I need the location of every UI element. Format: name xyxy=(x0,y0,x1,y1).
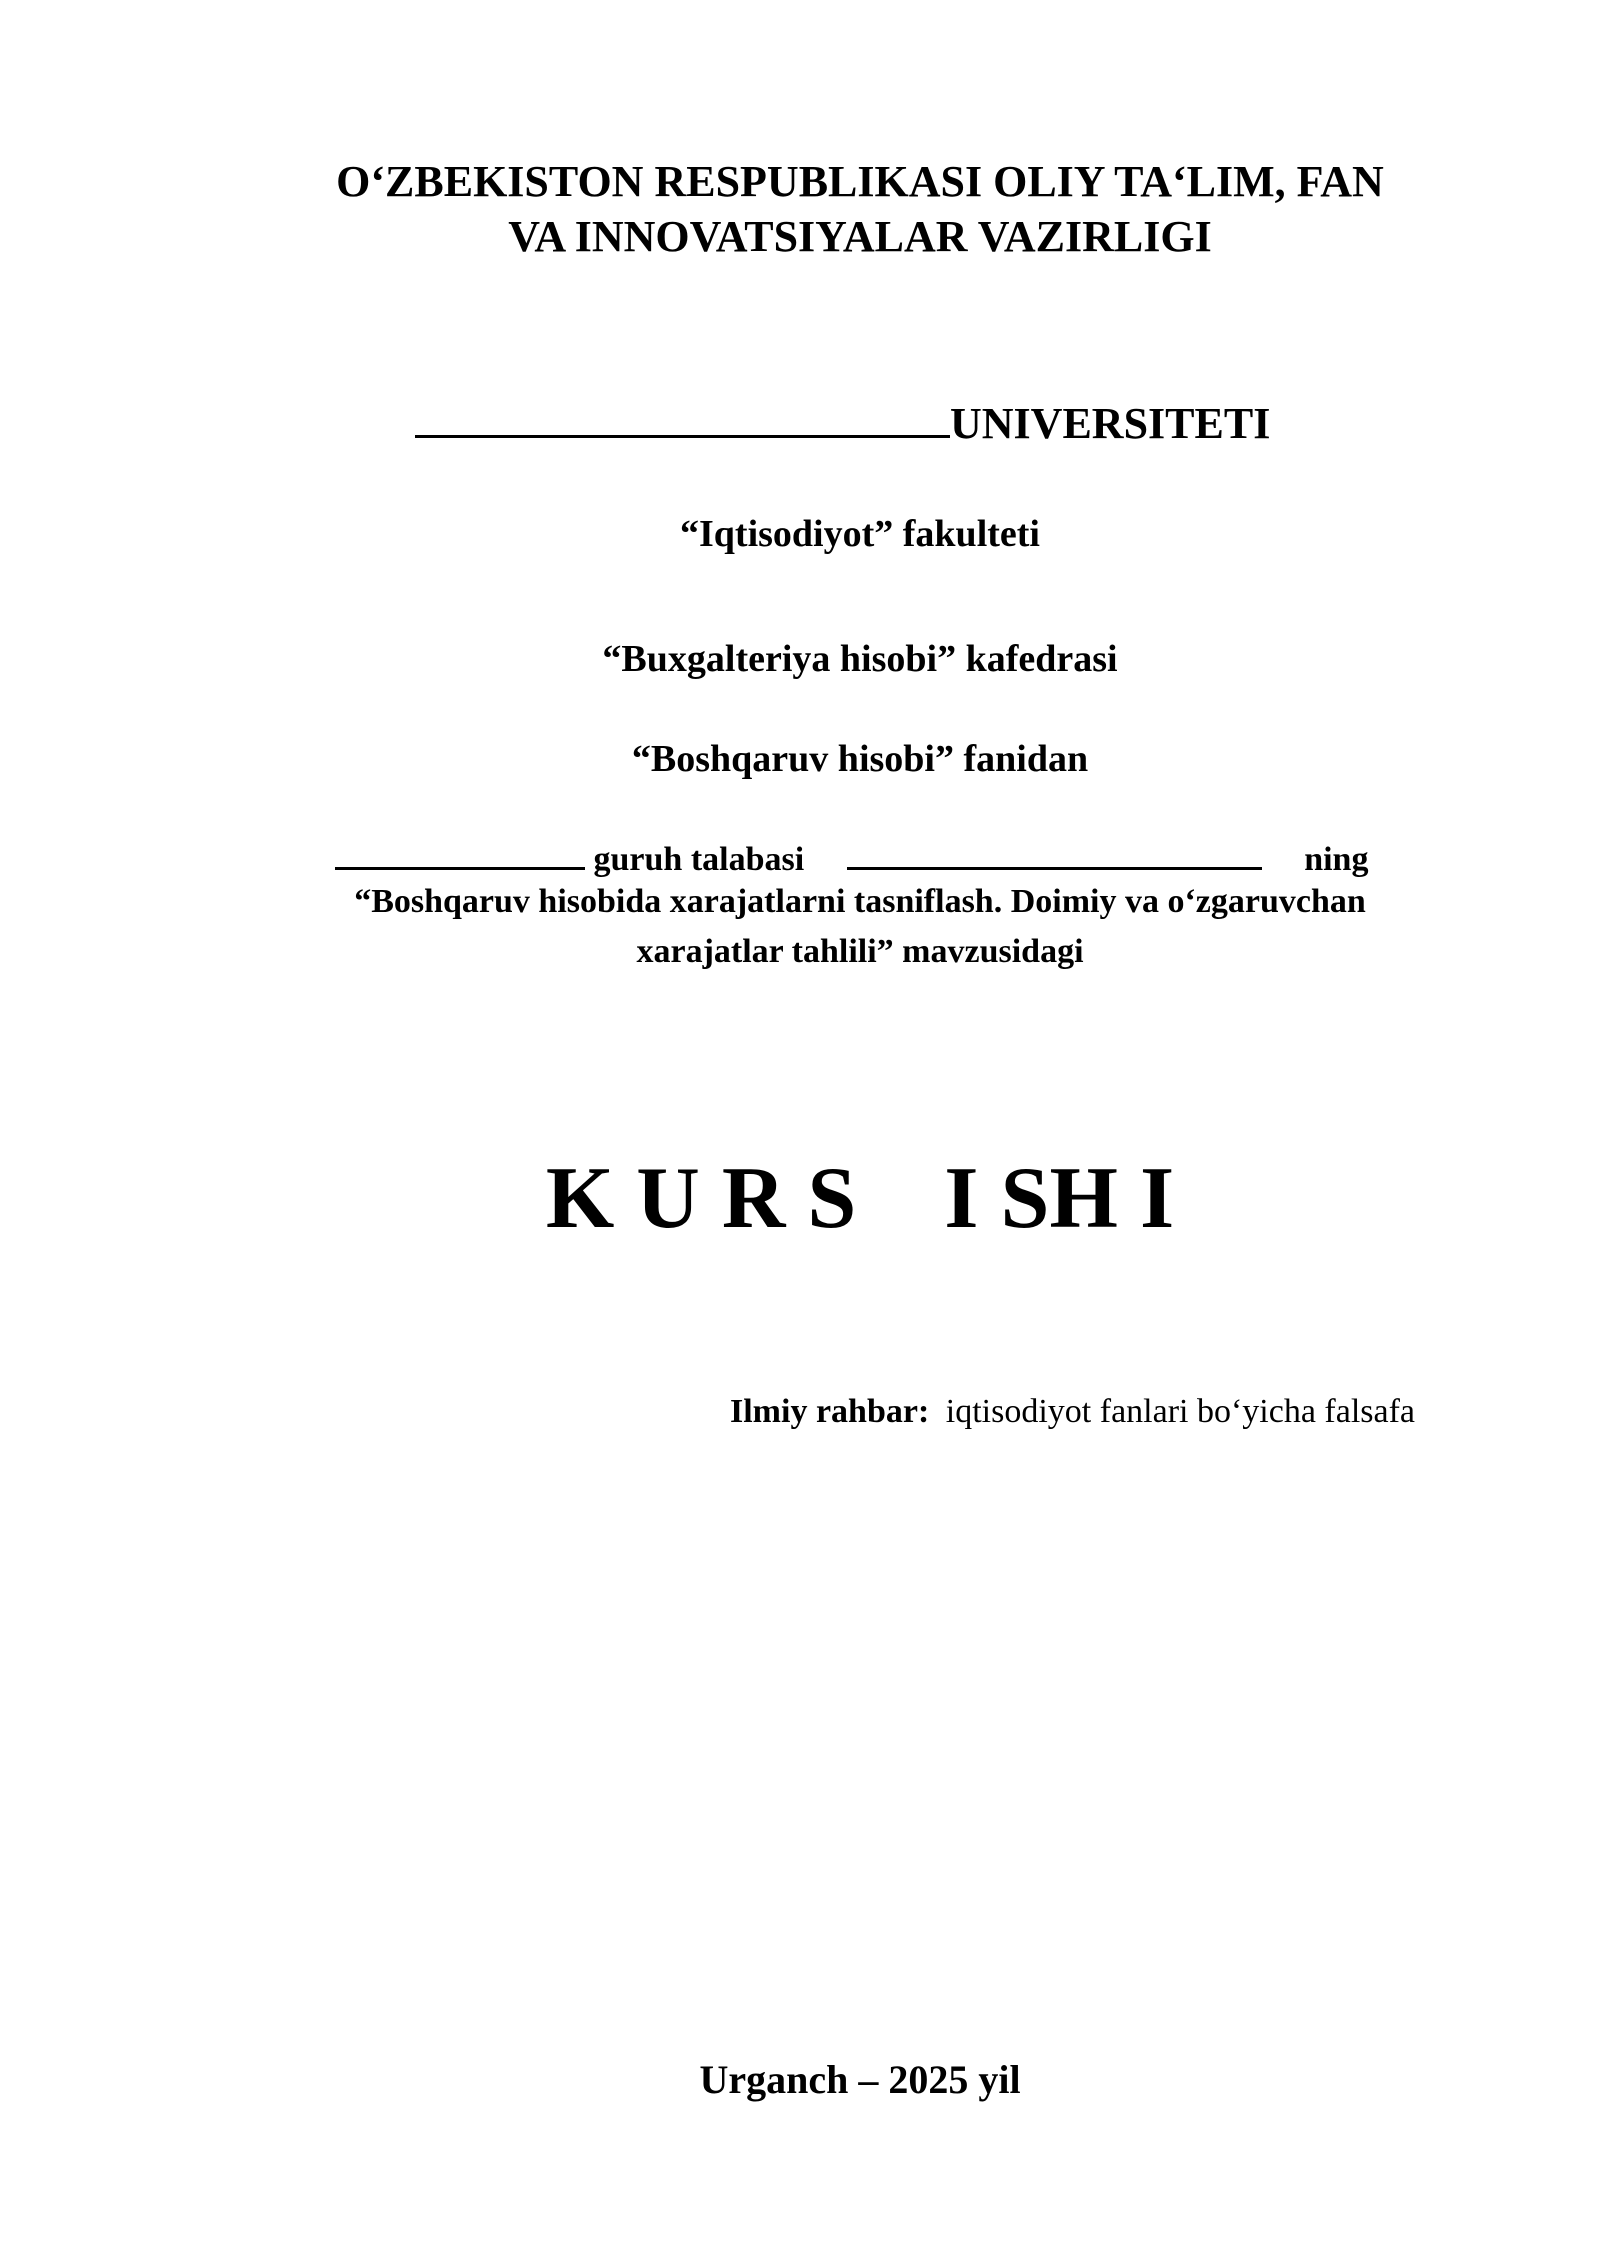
student-line xyxy=(335,835,1368,877)
topic-line2: xarajatlar tahlili” mavzusidagi xyxy=(636,933,1084,970)
group-blank xyxy=(335,835,585,870)
supervisor-line xyxy=(730,1395,1415,1429)
student-name-blank xyxy=(847,835,1262,870)
university-name-blank xyxy=(415,395,950,438)
subject-name: “Boshqaruv hisobi” fanidan xyxy=(631,738,1089,780)
department-name: “Buxgalteriya hisobi” kafedrasi xyxy=(602,638,1118,680)
ministry-title-line2: VA INNOVATSIYALAR VAZIRLIGI xyxy=(508,212,1212,261)
group-label: guruh talabasi xyxy=(593,841,805,878)
footer-city-year: Urganch – 2025 yil xyxy=(699,2057,1021,2102)
ning-label: ning xyxy=(1304,841,1369,878)
ministry-title-line1: O‘ZBEKISTON RESPUBLIKASI OLIY TA‘LIM, FAN xyxy=(336,157,1384,206)
faculty-name: “Iqtisodiyot” fakulteti xyxy=(680,513,1040,555)
work-title: K U R S I SH I xyxy=(545,1150,1175,1247)
supervisor-label: Ilmiy rahbar: xyxy=(730,1393,930,1430)
supervisor-value: iqtisodiyot fanlari bo‘yicha falsafa xyxy=(945,1393,1416,1430)
university-suffix: UNIVERSITETI xyxy=(950,399,1271,448)
topic-line1: “Boshqaruv hisobida xarajatlarni tasniflash. Doimiy va o‘zgaruvchan xyxy=(354,883,1366,920)
university-line xyxy=(415,395,1270,446)
